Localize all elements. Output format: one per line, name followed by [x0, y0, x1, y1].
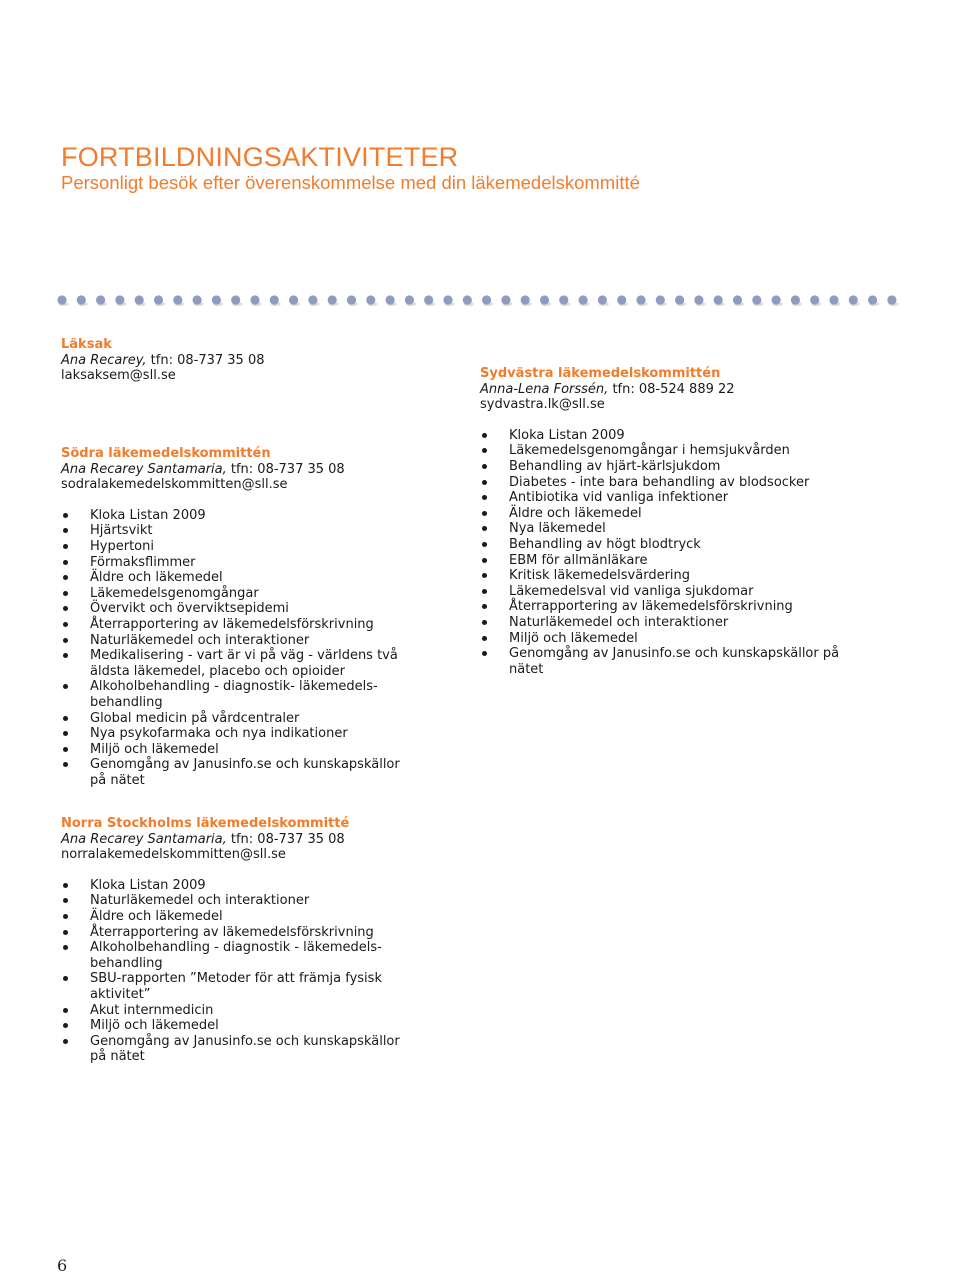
list-item: Återrapportering av läkemedelsförskrivning: [480, 599, 850, 615]
divider-dot: [829, 295, 838, 304]
topic-list: [480, 428, 850, 678]
divider-dot: [347, 295, 356, 304]
divider-dot: [656, 295, 665, 304]
list-item: Naturläkemedel och interaktioner: [61, 633, 406, 649]
list-item: Kloka Listan 2009: [61, 878, 406, 894]
contact-name: Ana Recarey Santamaria,: [61, 461, 227, 477]
list-item: Kloka Listan 2009: [480, 428, 850, 444]
dotted-divider: [52, 290, 912, 314]
divider-dot: [791, 295, 800, 304]
list-item: Diabetes - inte bara behandling av blodsocker: [480, 475, 850, 491]
list-item: Återrapportering av läkemedelsförskrivning: [61, 617, 406, 633]
list-item: Nya psykofarmaka och nya indikationer: [61, 726, 406, 742]
contact-line: [61, 353, 441, 369]
list-item: Alkoholbehandling - diagnostik- läkemedels-behandling: [61, 679, 406, 710]
topic-list: [61, 878, 406, 1065]
list-item: SBU-rapporten ”Metoder för att främja fysisk aktivitet”: [61, 971, 406, 1002]
divider-dot: [482, 295, 491, 304]
divider-dot: [733, 295, 742, 304]
divider-dot: [579, 295, 588, 304]
divider-dot: [193, 295, 202, 304]
divider-dot: [96, 295, 105, 304]
divider-dot: [250, 295, 259, 304]
contact-phone: tfn: 08-524 889 22: [608, 381, 735, 397]
divider-dot: [386, 295, 395, 304]
divider-dot: [694, 295, 703, 304]
divider-dot: [501, 295, 510, 304]
divider-dot: [366, 295, 375, 304]
divider-dot: [270, 295, 279, 304]
list-item: Läkemedelsgenomgångar i hemsjukvården: [480, 443, 850, 459]
list-item: Antibiotika vid vanliga infektioner: [480, 490, 850, 506]
list-item: Äldre och läkemedel: [61, 909, 406, 925]
page-number: 6: [57, 1256, 68, 1275]
divider-dot: [540, 295, 549, 304]
page-subtitle: Personligt besök efter överenskommelse med din läkemedelskommitté: [61, 172, 640, 193]
list-item: Kritisk läkemedelsvärdering: [480, 568, 850, 584]
divider-dot: [714, 295, 723, 304]
contact-phone: tfn: 08-737 35 08: [146, 352, 265, 368]
list-item: Akut internmedicin: [61, 1003, 406, 1019]
list-item: Naturläkemedel och interaktioner: [61, 893, 406, 909]
divider-dot: [115, 295, 124, 304]
list-item: Hypertoni: [61, 539, 406, 555]
divider-dot: [289, 295, 298, 304]
divider-dot: [752, 295, 761, 304]
divider-dot: [810, 295, 819, 304]
divider-dot: [887, 295, 896, 304]
contact-phone: tfn: 08-737 35 08: [226, 831, 345, 847]
contact-email[interactable]: laksaksem@sll.se: [61, 368, 176, 384]
list-item: Kloka Listan 2009: [61, 508, 406, 524]
divider-dot: [443, 295, 452, 304]
list-item: Läkemedelsval vid vanliga sjukdomar: [480, 584, 850, 600]
contact-email[interactable]: norralakemedelskommitten@sll.se: [61, 847, 286, 863]
list-item: Genomgång av Janusinfo.se och kunskapskällor på nätet: [61, 757, 406, 788]
list-item: Äldre och läkemedel: [61, 570, 406, 586]
list-item: Genomgång av Janusinfo.se och kunskapskällor på nätet: [480, 646, 850, 677]
divider-dot: [308, 295, 317, 304]
contact-name: Anna-Lena Forssén,: [480, 381, 609, 397]
list-item: Genomgång av Janusinfo.se och kunskapskällor på nätet: [61, 1034, 406, 1065]
section-title: Norra Stockholms läkemedelskommitté: [61, 816, 350, 831]
divider-dot: [463, 295, 472, 304]
contact-name: Ana Recarey,: [61, 352, 147, 368]
divider-dot: [231, 295, 240, 304]
divider-dot: [154, 295, 163, 304]
list-item: Behandling av hjärt-kärlsjukdom: [480, 459, 850, 475]
contact-line: [61, 462, 441, 478]
divider-dot: [212, 295, 221, 304]
section-title: Läksak: [61, 337, 112, 352]
divider-dot: [868, 295, 877, 304]
list-item: Hjärtsvikt: [61, 523, 406, 539]
divider-dot: [772, 295, 781, 304]
list-item: Återrapportering av läkemedelsförskrivning: [61, 925, 406, 941]
divider-dot: [617, 295, 626, 304]
divider-dot: [598, 295, 607, 304]
list-item: Miljö och läkemedel: [480, 631, 850, 647]
topic-list: [61, 508, 406, 789]
contact-email[interactable]: sydvastra.lk@sll.se: [480, 397, 605, 413]
list-item: Äldre och läkemedel: [480, 506, 850, 522]
contact-email[interactable]: sodralakemedelskommitten@sll.se: [61, 477, 288, 493]
list-item: Naturläkemedel och interaktioner: [480, 615, 850, 631]
divider-dot: [636, 295, 645, 304]
contact-line: [480, 382, 880, 398]
list-item: Läkemedelsgenomgångar: [61, 586, 406, 602]
section-sodra: [61, 446, 441, 788]
divider-dot: [559, 295, 568, 304]
divider-dot: [405, 295, 414, 304]
divider-dot: [57, 295, 66, 304]
section-title: Sydvästra läkemedelskommittén: [480, 366, 721, 381]
divider-dot: [173, 295, 182, 304]
section-norra: [61, 816, 441, 1065]
divider-dot: [521, 295, 530, 304]
list-item: Förmaksflimmer: [61, 555, 406, 571]
divider-dot: [135, 295, 144, 304]
page-title: FORTBILDNINGSAKTIVITETER: [61, 142, 459, 172]
divider-dot: [328, 295, 337, 304]
contact-name: Ana Recarey Santamaria,: [61, 831, 227, 847]
list-item: EBM för allmänläkare: [480, 553, 850, 569]
section-title: Södra läkemedelskommittén: [61, 446, 271, 461]
list-item: Miljö och läkemedel: [61, 1018, 406, 1034]
contact-phone: tfn: 08-737 35 08: [226, 461, 345, 477]
list-item: Behandling av högt blodtryck: [480, 537, 850, 553]
list-item: Miljö och läkemedel: [61, 742, 406, 758]
list-item: Nya läkemedel: [480, 521, 850, 537]
divider-dot: [424, 295, 433, 304]
section-sydvastra: [480, 366, 880, 677]
list-item: Övervikt och överviktsepidemi: [61, 601, 406, 617]
divider-dot: [675, 295, 684, 304]
list-item: Global medicin på vårdcentraler: [61, 711, 406, 727]
list-item: Medikalisering - vart är vi på väg - världens två äldsta läkemedel, placebo och opioider: [61, 648, 406, 679]
list-item: Alkoholbehandling - diagnostik - läkemedels-behandling: [61, 940, 406, 971]
divider-dot: [77, 295, 86, 304]
contact-line: [61, 832, 441, 848]
section-laksak: [61, 337, 441, 384]
divider-dot: [849, 295, 858, 304]
